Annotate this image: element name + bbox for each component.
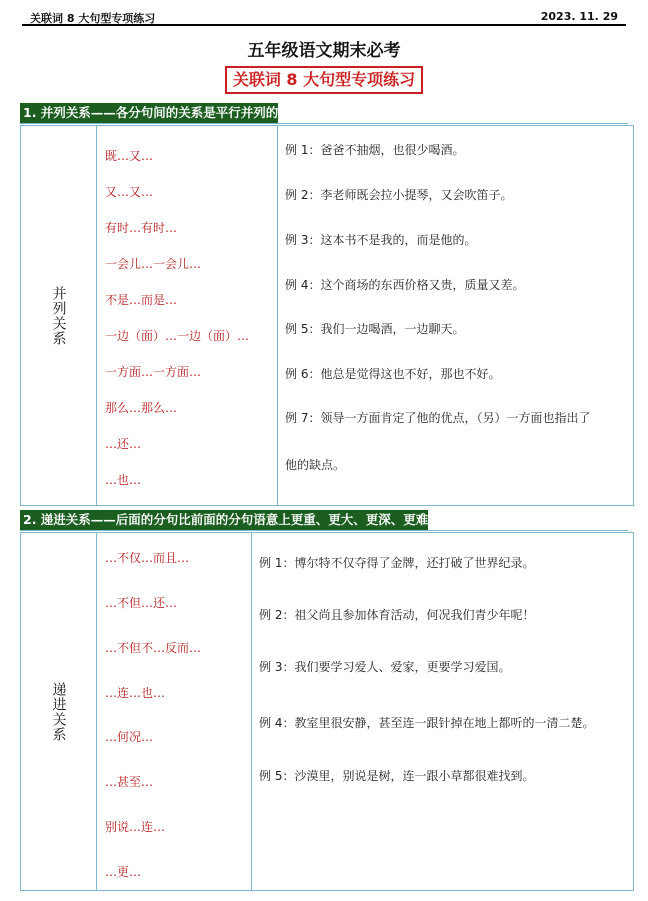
section-2-examples-cell: [252, 533, 633, 890]
example-sentence: 例 4：教室里很安静，甚至连一跟针掉在地上都听的一清二楚。: [259, 716, 595, 730]
example-sentence: 例 2：李老师既会拉小提琴，又会吹笛子。: [285, 188, 513, 202]
conjunction-word: 一会儿…一会儿…: [105, 257, 202, 271]
section-1-examples-cell: [278, 126, 633, 505]
example-sentence: 例 7：领导一方面肯定了他的优点，（另）一方面也指出了: [285, 411, 591, 425]
conjunction-word: 又…又…: [105, 185, 154, 199]
conjunction-word: …甚至…: [105, 775, 154, 789]
page-header: [22, 8, 626, 26]
example-sentence: 例 3：我们要学习爱人、爱家，更要学习爱国。: [259, 660, 511, 674]
conjunction-word: …不但…还…: [105, 596, 178, 610]
conjunction-word: …不仅…而且…: [105, 551, 190, 565]
conjunction-word: …还…: [105, 437, 142, 451]
conjunction-word: 既…又…: [105, 149, 154, 163]
conjunction-word: 一边（面）…一边（面）…: [105, 329, 250, 343]
conjunction-word: …不但不…反而…: [105, 641, 202, 655]
section-2-rule: [20, 530, 628, 531]
conjunction-word: …何况…: [105, 730, 154, 744]
conjunction-word: 不是…而是…: [105, 293, 178, 307]
example-sentence: 例 1：博尔特不仅夺得了金牌，还打破了世界纪录。: [259, 556, 535, 570]
section-2-category: 递进关系: [50, 681, 67, 742]
section-2-category-cell: [21, 533, 97, 890]
section-1-rule: [20, 123, 628, 124]
example-sentence: 例 3：这本书不是我的，而是他的。: [285, 233, 477, 247]
conjunction-word: 有时…有时…: [105, 221, 178, 235]
section-2-table: [20, 532, 634, 891]
section-1-category: 并列关系: [50, 285, 67, 346]
conjunction-word: 别说…连…: [105, 820, 166, 834]
section-2-words-cell: [97, 533, 252, 890]
example-sentence: 例 5：沙漠里，别说是树，连一跟小草都很难找到。: [259, 769, 535, 783]
section-1-category-cell: [21, 126, 97, 505]
conjunction-word: …更…: [105, 865, 142, 879]
section-1-words-cell: [97, 126, 278, 505]
section-2-heading: 2. 递进关系——后面的分句比前面的分句语意上更重、更大、更深、更难: [20, 510, 428, 530]
section-1-table: [20, 125, 634, 506]
section-1-heading: 1. 并列关系——各分句间的关系是平行并列的: [20, 103, 278, 123]
example-sentence-continued: 他的缺点。: [285, 458, 346, 472]
example-sentence: 例 2：祖父尚且参加体育活动，何况我们青少年呢！: [259, 608, 535, 622]
example-sentence: 例 5：我们一边喝酒，一边聊天。: [285, 322, 465, 336]
header-title: 关联词 8 大句型专项练习: [30, 12, 156, 25]
document-subtitle: 关联词 8 大句型专项练习: [225, 66, 423, 94]
subtitle-wrap: [0, 66, 648, 94]
conjunction-word: 一方面…一方面…: [105, 365, 202, 379]
header-date: 2023. 11. 29: [540, 10, 618, 23]
example-sentence: 例 6：他总是觉得这也不好，那也不好。: [285, 367, 501, 381]
conjunction-word: …也…: [105, 473, 142, 487]
example-sentence: 例 1：爸爸不抽烟，也很少喝酒。: [285, 143, 465, 157]
conjunction-word: 那么…那么…: [105, 401, 178, 415]
conjunction-word: …连…也…: [105, 686, 166, 700]
example-sentence: 例 4：这个商场的东西价格又贵，质量又差。: [285, 278, 525, 292]
document-title: 五年级语文期末必考: [247, 41, 401, 61]
